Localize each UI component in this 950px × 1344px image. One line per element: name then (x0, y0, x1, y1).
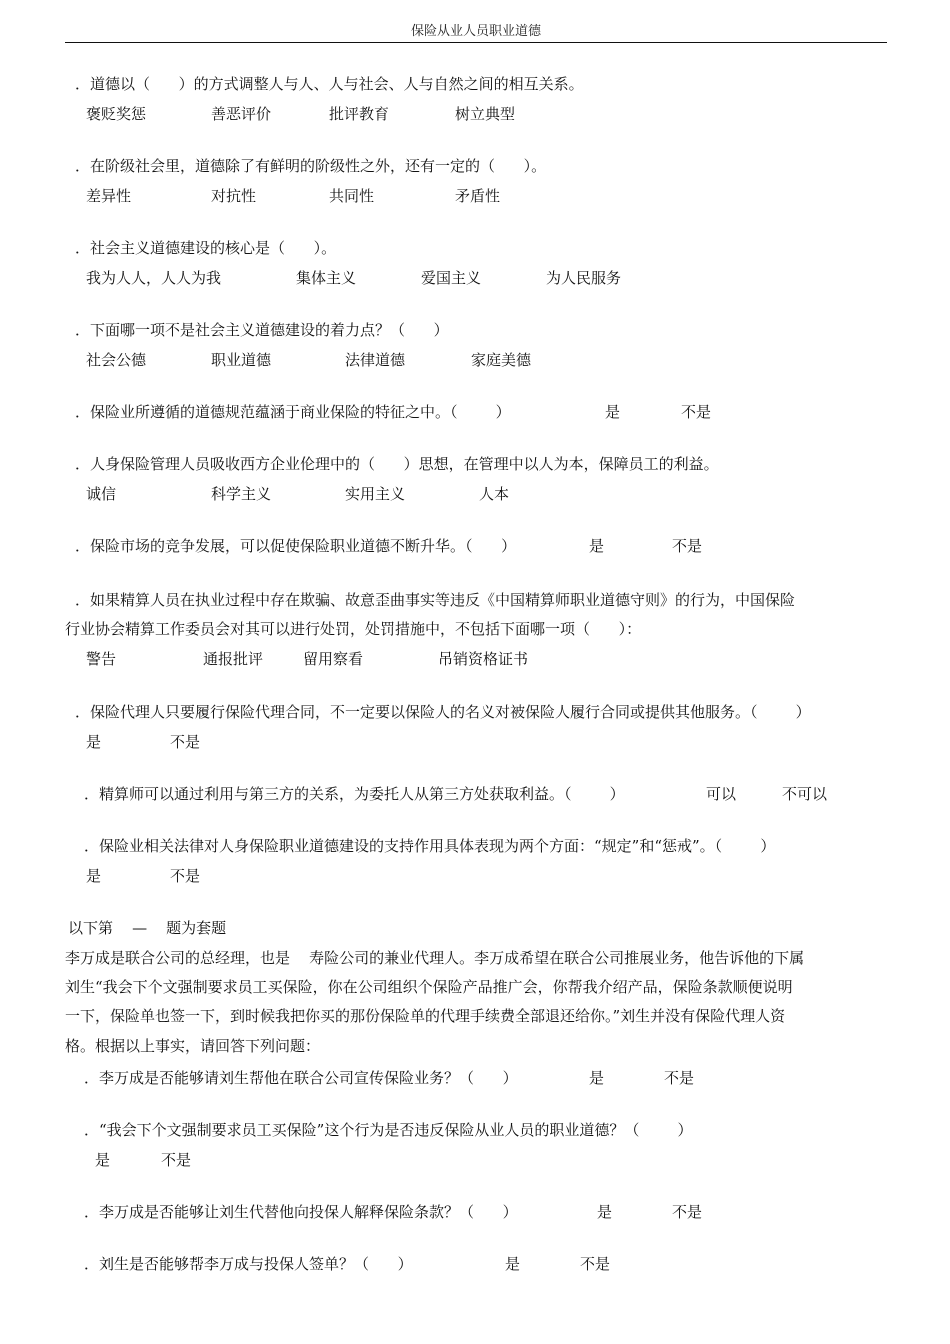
question-1-option-a[interactable]: 褒贬奖惩 (86, 105, 147, 123)
question-3-option-a[interactable]: 我为人人，人人为我 (86, 269, 222, 287)
case-question-1-option-yes[interactable]: 是 (589, 1069, 605, 1087)
case-question-3-option-no[interactable]: 不是 (672, 1203, 703, 1221)
question-4-option-d[interactable]: 家庭美德 (471, 351, 532, 369)
question-10-option-no[interactable]: 不可以 (782, 785, 828, 803)
case-question-3-option-yes[interactable]: 是 (597, 1203, 613, 1221)
case-question-3-text: ．李万成是否能够让刘生代替他向投保人解释保险条款？（ ） (84, 1203, 518, 1221)
question-11-option-no[interactable]: 不是 (170, 867, 201, 885)
question-3-option-b[interactable]: 集体主义 (296, 269, 357, 287)
case-question-2-option-no[interactable]: 不是 (161, 1151, 192, 1169)
question-7-text: ．保险市场的竞争发展，可以促使保险职业道德不断升华。（ ） (75, 537, 517, 555)
case-question-4-text: ．刘生是否能够帮李万成与投保人签单？（ ） (84, 1255, 413, 1273)
question-8-text-line-2: 行业协会精算工作委员会对其可以进行处罚，处罚措施中，不包括下面哪一项（ ）： (65, 620, 642, 638)
question-11-text: ．保险业相关法律对人身保险职业道德建设的支持作用具体表现为两个方面：“规定”和“惩戒”。（ ） (84, 837, 776, 855)
question-1-option-b[interactable]: 善恶评价 (211, 105, 272, 123)
question-11-option-yes[interactable]: 是 (86, 867, 102, 885)
case-question-1-text: ．李万成是否能够请刘生帮他在联合公司宣传保险业务？（ ） (84, 1069, 518, 1087)
question-9-option-yes[interactable]: 是 (86, 733, 102, 751)
question-9-text: ．保险代理人只要履行保险代理合同，不一定要以保险人的名义对被保险人履行合同或提供其他服务。（ ） (75, 703, 811, 721)
question-2-option-d[interactable]: 矛盾性 (455, 187, 501, 205)
case-question-2-option-yes[interactable]: 是 (95, 1151, 111, 1169)
question-4-option-b[interactable]: 职业道德 (211, 351, 272, 369)
case-paragraph-line-2: 刘生“我会下个文强制要求员工买保险，你在公司组织个保险产品推广会，你帮我介绍产品，保险条款顺便说明 (65, 978, 793, 996)
question-6-option-a[interactable]: 诚信 (86, 485, 117, 503)
question-4-option-c[interactable]: 法律道德 (345, 351, 406, 369)
question-9-option-no[interactable]: 不是 (170, 733, 201, 751)
question-6-option-c[interactable]: 实用主义 (345, 485, 406, 503)
question-1-option-d[interactable]: 树立典型 (455, 105, 516, 123)
question-5-option-no[interactable]: 不是 (681, 403, 712, 421)
question-6-text: ．人身保险管理人员吸收西方企业伦理中的（ ）思想，在管理中以人为本，保障员工的利益。 (75, 455, 719, 473)
case-paragraph-line-4: 格。根据以上事实，请回答下列问题： (65, 1037, 321, 1055)
question-3-option-d[interactable]: 为人民服务 (546, 269, 622, 287)
case-question-4-option-yes[interactable]: 是 (505, 1255, 521, 1273)
question-1-text: ．道德以（ ）的方式调整人与人、人与社会、人与自然之间的相互关系。 (75, 75, 584, 93)
question-5-text: ．保险业所遵循的道德规范蕴涵于商业保险的特征之中。（ ） (75, 403, 511, 421)
question-2-text: ．在阶级社会里，道德除了有鲜明的阶级性之外，还有一定的（ ）。 (75, 157, 547, 175)
question-2-option-b[interactable]: 对抗性 (211, 187, 257, 205)
question-7-option-no[interactable]: 不是 (672, 537, 703, 555)
question-8-option-d[interactable]: 吊销资格证书 (438, 650, 529, 668)
question-5-option-yes[interactable]: 是 (605, 403, 621, 421)
question-4-text: ．下面哪一项不是社会主义道德建设的着力点？（ ） (75, 321, 449, 339)
question-10-text: ．精算师可以通过利用与第三方的关系，为委托人从第三方处获取利益。（ ） (84, 785, 625, 803)
question-6-option-b[interactable]: 科学主义 (211, 485, 272, 503)
case-paragraph-line-3: 一下，保险单也签一下，到时候我把你买的那份保险单的代理手续费全部退还给你。”刘生并没有保险代理人资 (65, 1007, 786, 1025)
question-8-option-a[interactable]: 警告 (86, 650, 117, 668)
question-2-option-a[interactable]: 差异性 (86, 187, 132, 205)
case-question-4-option-no[interactable]: 不是 (580, 1255, 611, 1273)
question-6-option-d[interactable]: 人本 (479, 485, 510, 503)
question-8-option-b[interactable]: 通报批评 (203, 650, 264, 668)
question-7-option-yes[interactable]: 是 (589, 537, 605, 555)
question-1-option-c[interactable]: 批评教育 (329, 105, 390, 123)
question-4-option-a[interactable]: 社会公德 (86, 351, 147, 369)
case-question-1-option-no[interactable]: 不是 (664, 1069, 695, 1087)
question-3-text: ．社会主义道德建设的核心是（ ）。 (75, 239, 337, 257)
question-8-option-c[interactable]: 留用察看 (303, 650, 364, 668)
case-question-2-text: ．“我会下个文强制要求员工买保险”这个行为是否违反保险从业人员的职业道德？（ ） (84, 1121, 693, 1139)
question-8-text-line-1: ．如果精算人员在执业过程中存在欺骗、故意歪曲事实等违反《中国精算师职业道德守则》的行为，中国保险 (75, 591, 796, 609)
question-10-option-yes[interactable]: 可以 (706, 785, 737, 803)
case-intro: 以下第 — 题为套题 (68, 919, 227, 937)
page-header: 保险从业人员职业道德 (410, 24, 541, 39)
question-2-option-c[interactable]: 共同性 (329, 187, 375, 205)
header-rule (65, 42, 887, 43)
case-paragraph-line-1: 李万成是联合公司的总经理，也是 寿险公司的兼业代理人。李万成希望在联合公司推展业务，他告诉他的下属 (65, 949, 805, 967)
question-3-option-c[interactable]: 爱国主义 (421, 269, 482, 287)
